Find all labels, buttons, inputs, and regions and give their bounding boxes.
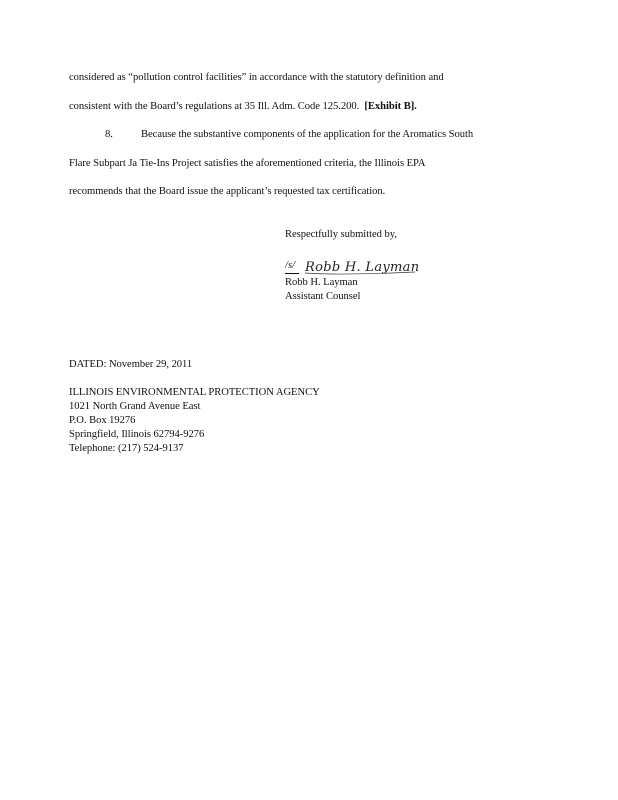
signatory-title: Assistant Counsel	[285, 291, 361, 302]
exhibit-reference: [Exhibit B].	[364, 101, 417, 112]
paragraph-7-line-1: considered as “pollution control facilities” in accordance with the statutory definition and	[69, 72, 444, 83]
paragraph-8-line-3: recommends that the Board issue the applicant’s requested tax certification.	[69, 186, 386, 197]
paragraph-8-line-2: Flare Subpart Ja Tie-Ins Project satisfies the aforementioned criteria, the Illinois EPA	[69, 158, 426, 169]
paragraph-7-line-2-text: consistent with the Board’s regulations at 35 Ill. Adm. Code 125.200.	[69, 101, 360, 112]
signature-text: Robb H. Layman	[305, 260, 420, 275]
dated-line: DATED: November 29, 2011	[69, 359, 193, 370]
agency-street: 1021 North Grand Avenue East	[69, 401, 201, 412]
agency-city: Springfield, Illinois 62794-9276	[69, 429, 205, 440]
signature-area	[285, 254, 465, 276]
agency-po-box: P.O. Box 19276	[69, 415, 136, 426]
paragraph-8-number: 8.	[105, 129, 113, 140]
agency-phone: Telephone: (217) 524-9137	[69, 443, 184, 454]
paragraph-8-line-1: Because the substantive components of the application for the Aromatics South	[141, 129, 474, 140]
signatory-name: Robb H. Layman	[285, 277, 358, 288]
agency-name: ILLINOIS ENVIRONMENTAL PROTECTION AGENCY	[69, 387, 320, 398]
closing-text: Respectfully submitted by,	[285, 229, 397, 240]
signature-slash-mark: /s/	[285, 260, 296, 271]
handwritten-signature	[303, 254, 433, 278]
signature-underline	[285, 273, 299, 274]
paragraph-7-line-2	[69, 100, 417, 113]
